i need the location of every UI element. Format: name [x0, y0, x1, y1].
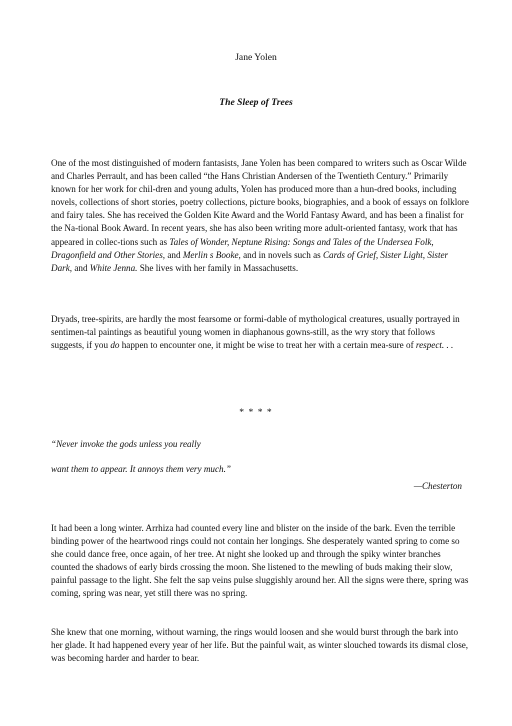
story-title: The Sleep of Trees	[219, 97, 293, 108]
bio-text-5: She lives with her family in Massachusetts.	[137, 262, 299, 273]
bio-text-4: and	[72, 262, 90, 273]
bio-text-3: and in novels such as	[240, 249, 323, 260]
story-paragraph-2: She knew that one morning, without warning, the rings would loosen and she would burst through the bark into her glade. It had happened every year of her life. But the painful wait, as winter slouched towards its dismal close, was becoming harder and harder to bear.	[51, 627, 469, 664]
bio-italic-3: Cards of Grief, Sister Light, Sister Dark,	[51, 249, 449, 273]
bio-text-1: One of the most distinguished of modern fantasists, Jane Yolen has been compared to writers such as Oscar Wilde and Charles Perrault, and has been called “the Hans Christian Andersen of the Twentieth Century.” Primarily known for her work for chil-dren and young adults, Yolen has produced more than a hun-dred books, including novels, collections of short stories, poetry collections, picture books, biographies, and a book of essays on folklore and fairy tales. She has received the Golden Kite Award and the World Fantasy Award, and has been a finalist for the Na-tional Book Award. In recent years, she has also been writing more adult-oriented fantasy, work that has appeared in collec-tions such as	[51, 158, 469, 247]
intro-italic-1: do	[110, 340, 120, 351]
epigraph-line-2: want them to appear. It annoys them very much.”	[51, 464, 231, 474]
bio-italic-4: White Jenna.	[89, 262, 138, 273]
epigraph-attribution: —Chesterton	[413, 481, 462, 491]
epigraph-line-1: “Never invoke the gods unless you really	[51, 439, 201, 449]
bio-text-2: and	[165, 249, 183, 260]
intro-text-2: happen to encounter one, it might be wise to treat her with a certain mea-sure of	[119, 340, 416, 351]
section-separator: * * * *	[239, 407, 273, 418]
author-bio-paragraph	[51, 157, 469, 275]
bio-italic-2: Merlin s Booke,	[182, 249, 241, 260]
story-intro-paragraph	[51, 313, 469, 352]
author-name: Jane Yolen	[235, 52, 277, 63]
intro-italic-2: respect. . .	[415, 340, 454, 351]
bio-italic-1: Tales of Wonder, Neptune Rising: Songs and Tales of the Undersea Folk, Dragonfield and Other Stories,	[51, 236, 434, 260]
story-paragraph-1: It had been a long winter. Arrhiza had counted every line and blister on the inside of the bark. Even the terrible binding power of the heartwood rings could not contain her longings. She desperately wanted spring to come so she could dance free, once again, of her tree. At night she looked up and through the spiky winter branches counted the shadows of early birds crossing the moon. She listened to the mewling of buds making their slow, painful passage to the light. She felt the sap veins pulse sluggishly around her. All the signs were there, spring was coming, spring was near, yet still there was no spring.	[51, 523, 469, 599]
intro-text-1: Dryads, tree-spirits, are hardly the most fearsome or formi-dable of mythological creatures, usually portrayed in sentimen-tal paintings as beautiful young women in diaphanous gowns-still, as the wry story that follows suggests, if you	[51, 314, 460, 351]
